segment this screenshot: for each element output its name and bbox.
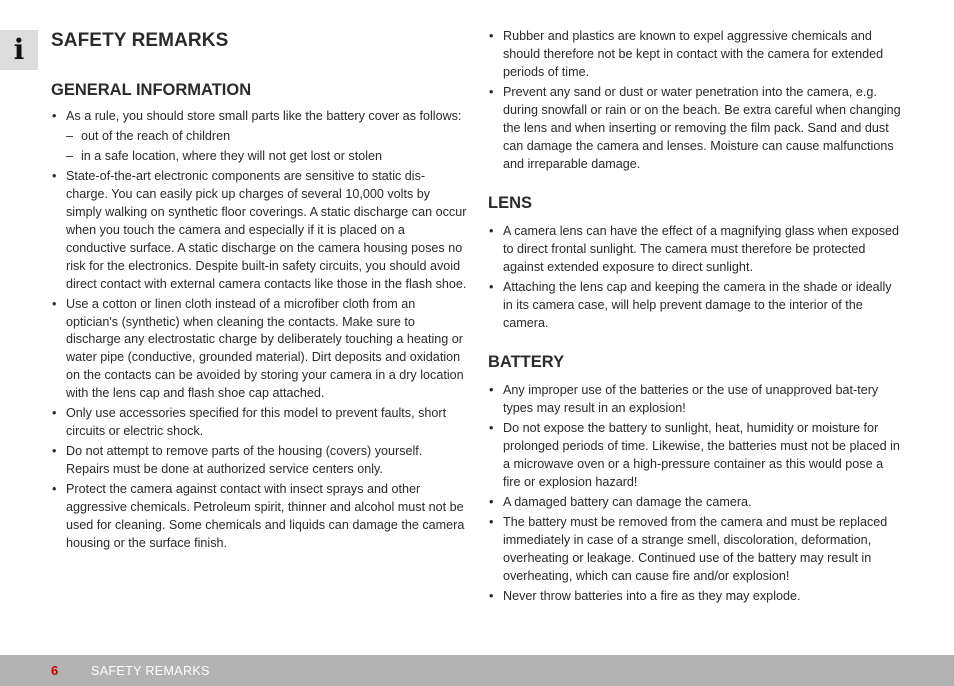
- bullet-icon: •: [52, 444, 57, 459]
- list-item: • Use a cotton or linen cloth instead of a microfiber cloth from an optician's (synthetic) when cleaning the contacts. Make sure to discharge any electrostatic charge by deliberately touching a heating or water pipe (conductive, grounded material). Dirt deposits and oxidation on the contacts can be avoided by storing your camera in a dry location with the lens cap and flash shoe cap attached.: [52, 296, 464, 401]
- lens-list: [488, 223, 904, 335]
- battery-list: [488, 382, 904, 608]
- dash-icon: –: [66, 128, 74, 143]
- page-footer: [0, 655, 954, 686]
- list-item: • A damaged battery can damage the camera.: [488, 494, 904, 512]
- dash-icon: –: [66, 149, 74, 163]
- list-item: • A camera lens can have the effect of a magnifying glass when exposed to direct frontal sunlight. The camera must therefore be protected against extended exposure to direct sunlight.: [489, 224, 900, 274]
- list-item: • As a rule, you should store small parts like the battery cover as follows: – out of the reach of children – in a safe location, where they will not get lost or stolen: [51, 108, 467, 166]
- section-heading-battery: BATTERY: [488, 353, 565, 371]
- footer-section-label: SAFETY REMARKS: [91, 663, 210, 678]
- sub-list-item: – out of the reach of children: [66, 128, 467, 146]
- page-title: SAFETY REMARKS: [51, 30, 229, 51]
- list-item: • Protect the camera against contact with insect sprays and other aggressive chemicals. Petroleum spirit, thinner and alcohol must not be used for cleaning. Some chemicals and liquids can damage the camera housing or the surface finish.: [52, 482, 465, 550]
- list-item: • Any improper use of the batteries or the use of unapproved bat-tery types may result in an explosion!: [489, 383, 879, 415]
- bullet-icon: •: [489, 279, 494, 294]
- info-tab: [0, 30, 38, 70]
- sub-list-item: – in a safe location, where they will not get lost or stolen: [66, 148, 467, 166]
- list-item: • Do not expose the battery to sunlight, heat, humidity or moisture for prolonged periods of time. Likewise, the batteries must not be placed in a microwave oven or a high-pressure container as this would pose a fire or explosion hazard!: [489, 421, 900, 489]
- bullet-icon: •: [489, 514, 494, 529]
- bullet-icon: •: [489, 494, 494, 509]
- bullet-icon: •: [52, 109, 57, 123]
- section-heading-lens: LENS: [488, 194, 533, 212]
- bullet-icon: •: [52, 296, 57, 311]
- list-item: • State-of-the-art electronic components are sensitive to static dis-charge. You can easily pick up charges of several 10,000 volts by simply walking on synthetic floor coverings. A static discharge can occur when you touch the camera and especially if it is placed on a conductive surface. A static discharge on the camera housing poses no risk for the electronics. Despite built-in safety circuits, you should avoid direct contact with external camera contacts like those in the flash shoe.: [52, 169, 467, 291]
- sub-list: [66, 128, 467, 166]
- list-item: • Only use accessories specified for this model to prevent faults, short circuits or electric shock.: [52, 406, 447, 439]
- section-heading-general: GENERAL INFORMATION: [51, 81, 252, 99]
- list-item: • Never throw batteries into a fire as they may explode.: [488, 588, 904, 606]
- bullet-icon: •: [52, 482, 57, 497]
- list-item: • Prevent any sand or dust or water penetration into the camera, e.g. during snowfall or rain or on the beach. Be extra careful when changing the lens and when inserting or removing the film pack. Sand and dust can damage the camera and lenses. Moisture can cause malfunctions and irreparable damage.: [489, 84, 901, 171]
- bullet-icon: •: [489, 84, 494, 99]
- general-list: [51, 108, 467, 555]
- bullet-icon: •: [489, 421, 494, 435]
- page-number: 6: [51, 663, 59, 678]
- list-item: • Attaching the lens cap and keeping the camera in the shade or ideally in its camera case, will help prevent damage to the interior of the camera.: [489, 279, 892, 330]
- list-item: • Rubber and plastics are known to expel aggressive chemicals and should therefore not be kept in contact with the camera for extended periods of time.: [489, 29, 884, 79]
- bullet-icon: •: [52, 169, 57, 184]
- list-item: • The battery must be removed from the camera and must be replaced immediately in case of a strange smell, discoloration, deformation, overheating or leakage. Continued use of the battery may result in overheating, which can cause fire and/or explosion!: [489, 514, 888, 583]
- general-list-continued: [488, 28, 904, 176]
- bullet-icon: •: [52, 406, 57, 421]
- bullet-icon: •: [489, 383, 494, 397]
- bullet-icon: •: [489, 224, 494, 238]
- bullet-icon: •: [489, 29, 494, 43]
- list-item: • Do not attempt to remove parts of the housing (covers) yourself. Repairs must be done at authorized service centers only.: [52, 444, 423, 477]
- bullet-icon: •: [489, 588, 494, 603]
- info-icon: i: [13, 33, 25, 66]
